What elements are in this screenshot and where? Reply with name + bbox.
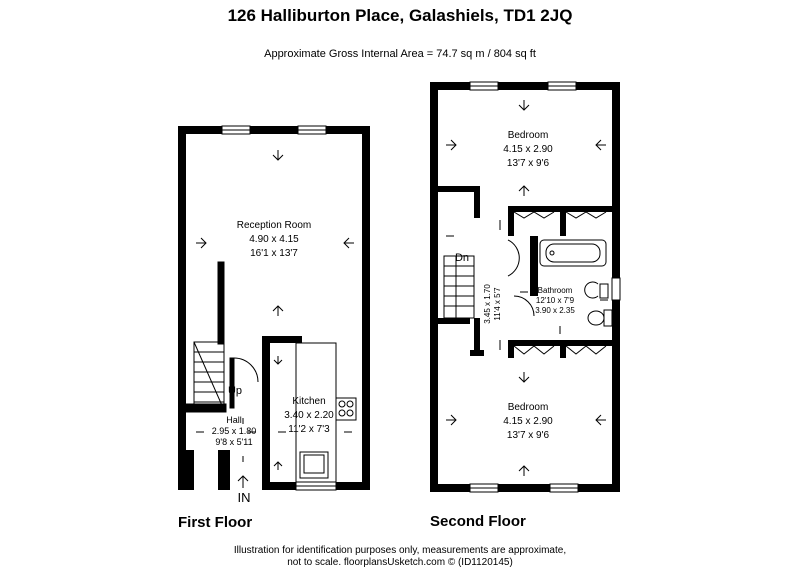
hall-metric: 2.95 x 1.80 [211, 426, 257, 436]
gross-area-text: Approximate Gross Internal Area = 74.7 sq m / 804 sq ft [264, 48, 536, 60]
stairs-down-label: Dn [454, 252, 470, 264]
stairs-up-label: Up [227, 385, 243, 397]
second-floor-label: Second Floor [430, 513, 526, 530]
bedroom-top-metric: 4.15 x 2.90 [503, 144, 553, 155]
kitchen-imperial: 11'2 x 7'3 [288, 424, 330, 435]
landing-dimensions [483, 284, 502, 324]
reception-imperial: 16'1 x 13'7 [250, 248, 298, 259]
disclaimer-line-1: Illustration for identification purposes only, measurements are approximate, [233, 545, 567, 556]
landing-metric: 3.45 x 1.70 [483, 284, 492, 324]
bathroom-metric: 3.90 x 2.35 [535, 306, 575, 315]
bedroom-bottom-imperial: 13'7 x 9'6 [506, 430, 550, 441]
kitchen-name: Kitchen [292, 396, 326, 407]
first-floor-label: First Floor [178, 514, 253, 531]
bathroom-imperial: 12'10 x 7'9 [535, 296, 575, 305]
hall-name: Hall [226, 415, 242, 425]
bedroom-bottom-metric: 4.15 x 2.90 [503, 416, 553, 427]
landing-imperial: 11'4 x 5'7 [493, 287, 502, 321]
reception-metric: 4.90 x 4.15 [249, 234, 299, 245]
page-title: 126 Halliburton Place, Galashiels, TD1 2JQ [227, 6, 573, 25]
first-floor-details [186, 150, 356, 488]
hall-imperial: 9'8 x 5'11 [215, 437, 253, 447]
reception-name: Reception Room [236, 220, 312, 231]
kitchen-metric: 3.40 x 2.20 [284, 410, 334, 421]
bedroom-top-imperial: 13'7 x 9'6 [506, 158, 550, 169]
first-floor-plan [178, 126, 370, 490]
disclaimer-line-2: not to scale. floorplansUsketch.com © (ID1120145) [287, 557, 513, 568]
bedroom-bottom-name: Bedroom [507, 402, 549, 413]
entrance-label: IN [237, 490, 251, 505]
bathroom-name: Bathroom [537, 286, 573, 295]
bedroom-top-name: Bedroom [507, 130, 549, 141]
